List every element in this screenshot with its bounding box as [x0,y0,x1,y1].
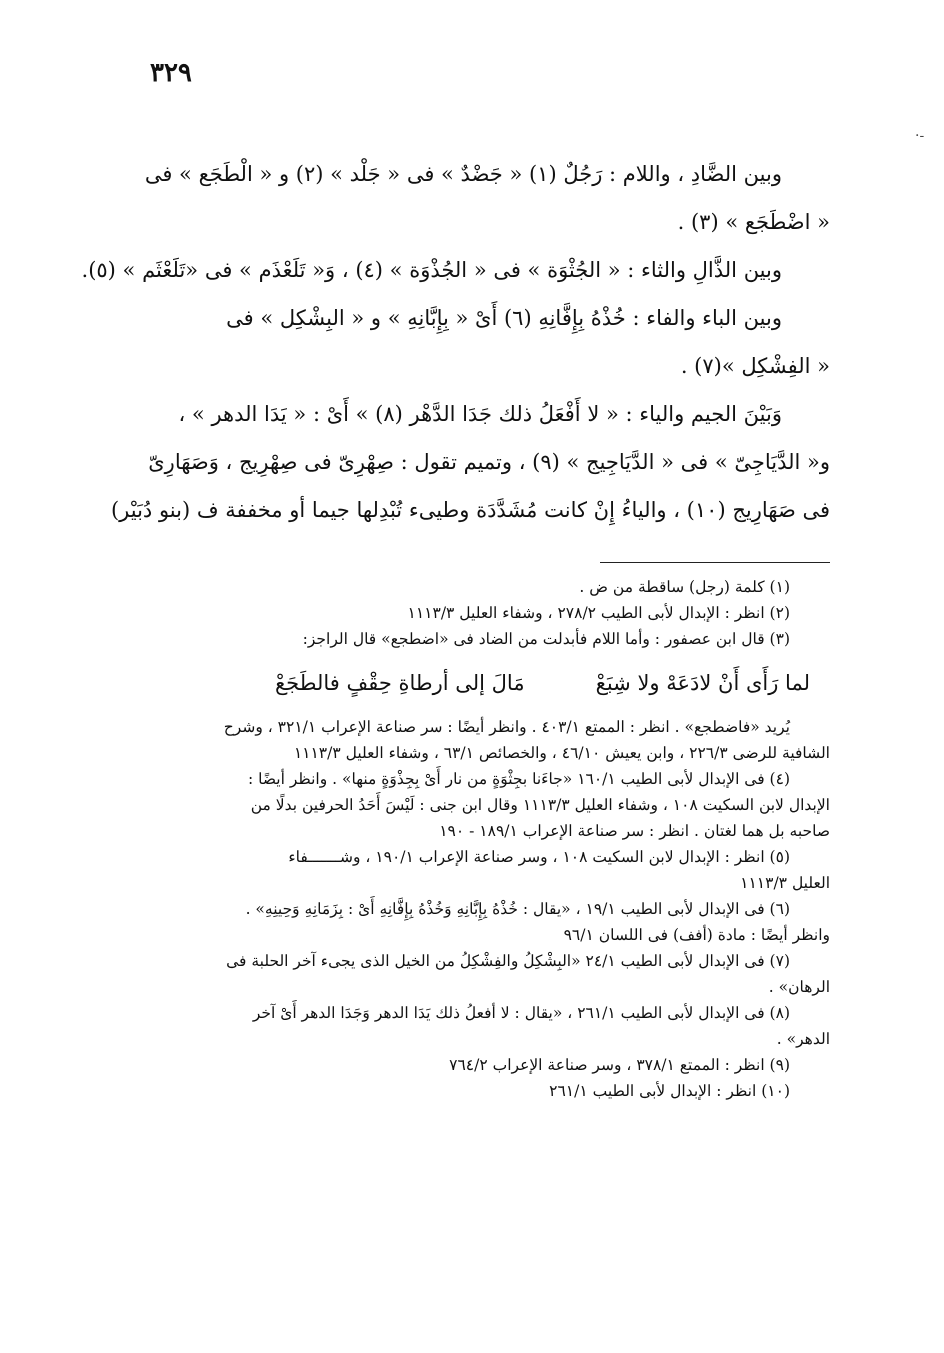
page-number: ٣٢٩ [150,58,192,88]
footnote-9: (٩) انظر : الممتع ٣٧٨/١ ، وسر صناعة الإعراب ٧٦٤/٢ [449,1056,790,1074]
body-line-6: وَبَيْنَ الجيم والياء : « لا أَفْعَلُ ذلك جَدَا الدَّهْر (٨) » أَىْ : « يَدَا الدهر » ، [178,402,782,426]
footnote-4-line-2: الإبدال لابن السكيت ١٠٨ ، وشفاء العليل ١١١٣/٣ وقال ابن جنى : لَيْسَ أَحَدُ الحرفين بدلًا من [250,796,830,814]
footnote-7-line-1: (٧) فى الإبدال لأبى الطيب ٢٤/١ «البِشْكِلُ والفِشْكِلُ من الخيل الذى يجىء آخر الحلبة فى [226,952,790,970]
footnote-1: (١) كلمة (رجل) ساقطة من ض . [579,578,790,596]
footnote-8-line-2: الدهر» . [776,1030,830,1048]
footnote-6-line-2: وانظر أيضًا : مادة (أفف) فى اللسان ٩٦/١ [563,926,830,944]
footnote-10: (١٠) انظر : الإبدال لأبى الطيب ٢٦١/١ [549,1082,790,1100]
poem-hemistich-left: مَالَ إلى أرطاةِ حِقْفٍ فالطَجَعْ [275,671,525,695]
footnote-5-line-1: (٥) انظر : الإبدال لابن السكيت ١٠٨ ، وسر صناعة الإعراب ١٩٠/١ ، وشـــــــفاء [288,848,790,866]
body-line-8: فى صَهَارِيج (١٠) ، والياءُ إِنْ كانت مُشَدَّدَة وطيىء تُبْدِلها جيما أو مخففة ف (بنو دُبَيْر) [110,498,830,522]
margin-mark: ·- [915,128,925,144]
poem-verse [130,652,830,714]
footnote-6-line-1: (٦) فى الإبدال لأبى الطيب ١٩/١ ، «يقال : خُذْهُ بِإِبَّانِهِ وَخُذْهُ بِإِفَّانِهِ أَىْ : بِزَمَانِهِ وَحِينِهِ» . [245,900,790,918]
body-line-1: وبين الضَّادِ ، واللام : رَجُلٌ (١) « جَضْدٌ » فى « جَلْد » (٢) و « الْطَجَع » فى [144,162,782,186]
footnote-8-line-1: (٨) فى الإبدال لأبى الطيب ٢٦١/١ ، «يقال : لا أفعلُ ذلك يَدَا الدهر وَجَدَا الدهر أَىْ آخر [252,1004,790,1022]
footnote-4-line-3: صاحبه بل هما لغتان . انظر : سر صناعة الإعراب ١٨٩/١ - ١٩٠ [439,822,830,840]
footnote-7-line-2: الرهان» . [768,978,830,996]
footnote-2: (٢) انظر : الإبدال لأبى الطيب ٢٧٨/٢ ، وشفاء العليل ١١١٣/٣ [407,604,790,622]
body-line-3: وبين الذَّالِ والثاء : « الجُثْوَة » فى « الجُذْوَة » (٤) ، وَ« تَلَعْذَم » فى «تَلَعْثَم » (٥). [81,258,782,282]
main-text-body [81,150,830,534]
footnote-separator [600,562,830,563]
footnote-3-continuation-1: يُريد «فاضطجع» . انظر : الممتع ٤٠٣/١ . وانظر أيضًا : سر صناعة الإعراب ٣٢١/١ ، وشرح [223,718,790,736]
body-line-2: « اضْطَجَع » (٣) . [677,210,830,234]
body-line-7: و« الدَّيَاجِىّ » فى « الدَّيَاجِيج » (٩) ، وتميم تقول : صِهْرِىّ فى صِهْرِيج ، وَصَهَارِىّ [148,450,830,474]
footnote-3: (٣) قال ابن عصفور : وأما اللام فأبدلت من الضاد فى «اضطجع» قال الراجز: [302,630,790,648]
body-line-5: « الفِشْكِل »(٧) . [680,354,830,378]
footnote-3-continuation-2: الشافية للرضى ٢٢٦/٣ ، وابن يعيش ٤٦/١٠ ، والخصائص ٦٣/١ ، وشفاء العليل ١١١٣/٣ [293,744,830,762]
footnote-5-line-2: العليل ١١١٣/٣ [740,874,830,892]
footnote-4-line-1: (٤) فى الإبدال لأبى الطيب ١٦٠/١ «جاءَنا بجِثْوَةٍ من نار أَىْ بِجِذْوَةٍ منها» . وانظر أيضًا : [247,770,790,788]
poem-hemistich-right: لما رَأَى أَنْ لادَعَهْ ولا شِبَعْ [595,671,810,695]
footnotes [130,574,830,1104]
body-line-4: وبين الباء والفاء : خُذْهُ بِإِفَّانِهِ (٦) أَىْ « بِإِبَّانِهِ » و « البِشْكِل » فى [226,306,782,330]
